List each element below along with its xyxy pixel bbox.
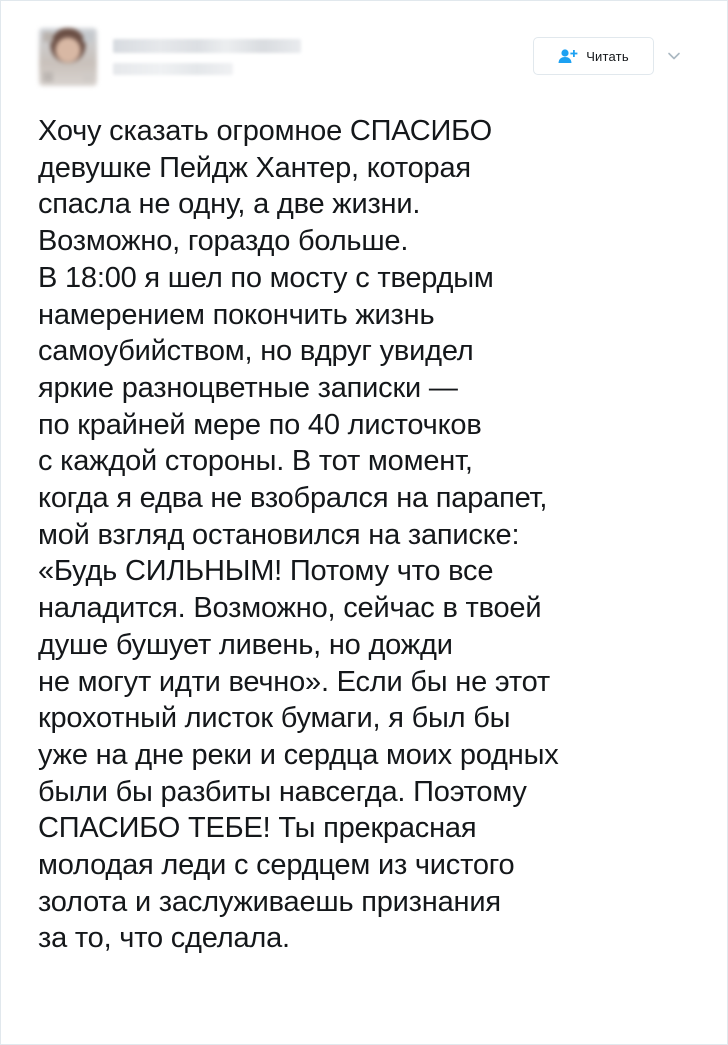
follow-button[interactable]: [533, 37, 654, 75]
chevron-down-icon: [667, 48, 681, 66]
tweet-line: молодая леди с сердцем из чистого: [38, 849, 515, 882]
tweet-line: девушке Пейдж Хантер, которая: [38, 151, 471, 184]
tweet-line: по крайней мере по 40 листочков: [38, 408, 482, 441]
tweet-line: спасла не одну, а две жизни.: [38, 188, 421, 221]
tweet-line: Хочу сказать огромное СПАСИБО: [38, 115, 493, 147]
tweet-line: В 18:00 я шел по мосту с твердым: [38, 261, 494, 294]
tweet-line: яркие разноцветные записки —: [38, 371, 458, 404]
tweet-line: были бы разбиты навсегда. Поэтому: [38, 775, 527, 808]
avatar[interactable]: [39, 28, 97, 86]
tweet-line: СПАСИБО ТЕБЕ! Ты прекрасная: [38, 812, 477, 845]
tweet-line: наладится. Возможно, сейчас в твоей: [38, 592, 542, 625]
tweet-line: душе бушует ливень, но дожди: [38, 628, 453, 661]
tweet-header: [1, 1, 727, 111]
tweet-line: самоубийством, но вдруг увидел: [38, 335, 474, 368]
follow-button-label: Читать: [586, 48, 629, 64]
tweet-line: Возможно, гораздо больше.: [38, 225, 409, 258]
user-name-redacted[interactable]: [113, 39, 301, 53]
tweet-text: [38, 113, 718, 957]
more-options-button[interactable]: [663, 47, 685, 67]
tweet-line: не могут идти вечно». Если бы не этот: [38, 665, 550, 698]
user-handle-redacted[interactable]: [113, 63, 233, 75]
tweet-line: намерением покончить жизнь: [38, 298, 435, 331]
tweet-line: когда я едва не взобрался на парапет,: [38, 482, 548, 515]
tweet-line: золота и заслуживаешь признания: [38, 885, 501, 918]
tweet-line: с каждой стороны. В тот момент,: [38, 445, 473, 478]
tweet-line: за то, что сделала.: [38, 922, 290, 955]
tweet-line: «Будь СИЛЬНЫМ! Потому что все: [38, 555, 494, 588]
tweet-line: крохотный листок бумаги, я был бы: [38, 702, 511, 735]
tweet-line: уже на дне реки и сердца моих родных: [38, 738, 559, 771]
tweet-line: мой взгляд остановился на записке:: [38, 518, 520, 551]
add-user-icon: [558, 48, 578, 64]
